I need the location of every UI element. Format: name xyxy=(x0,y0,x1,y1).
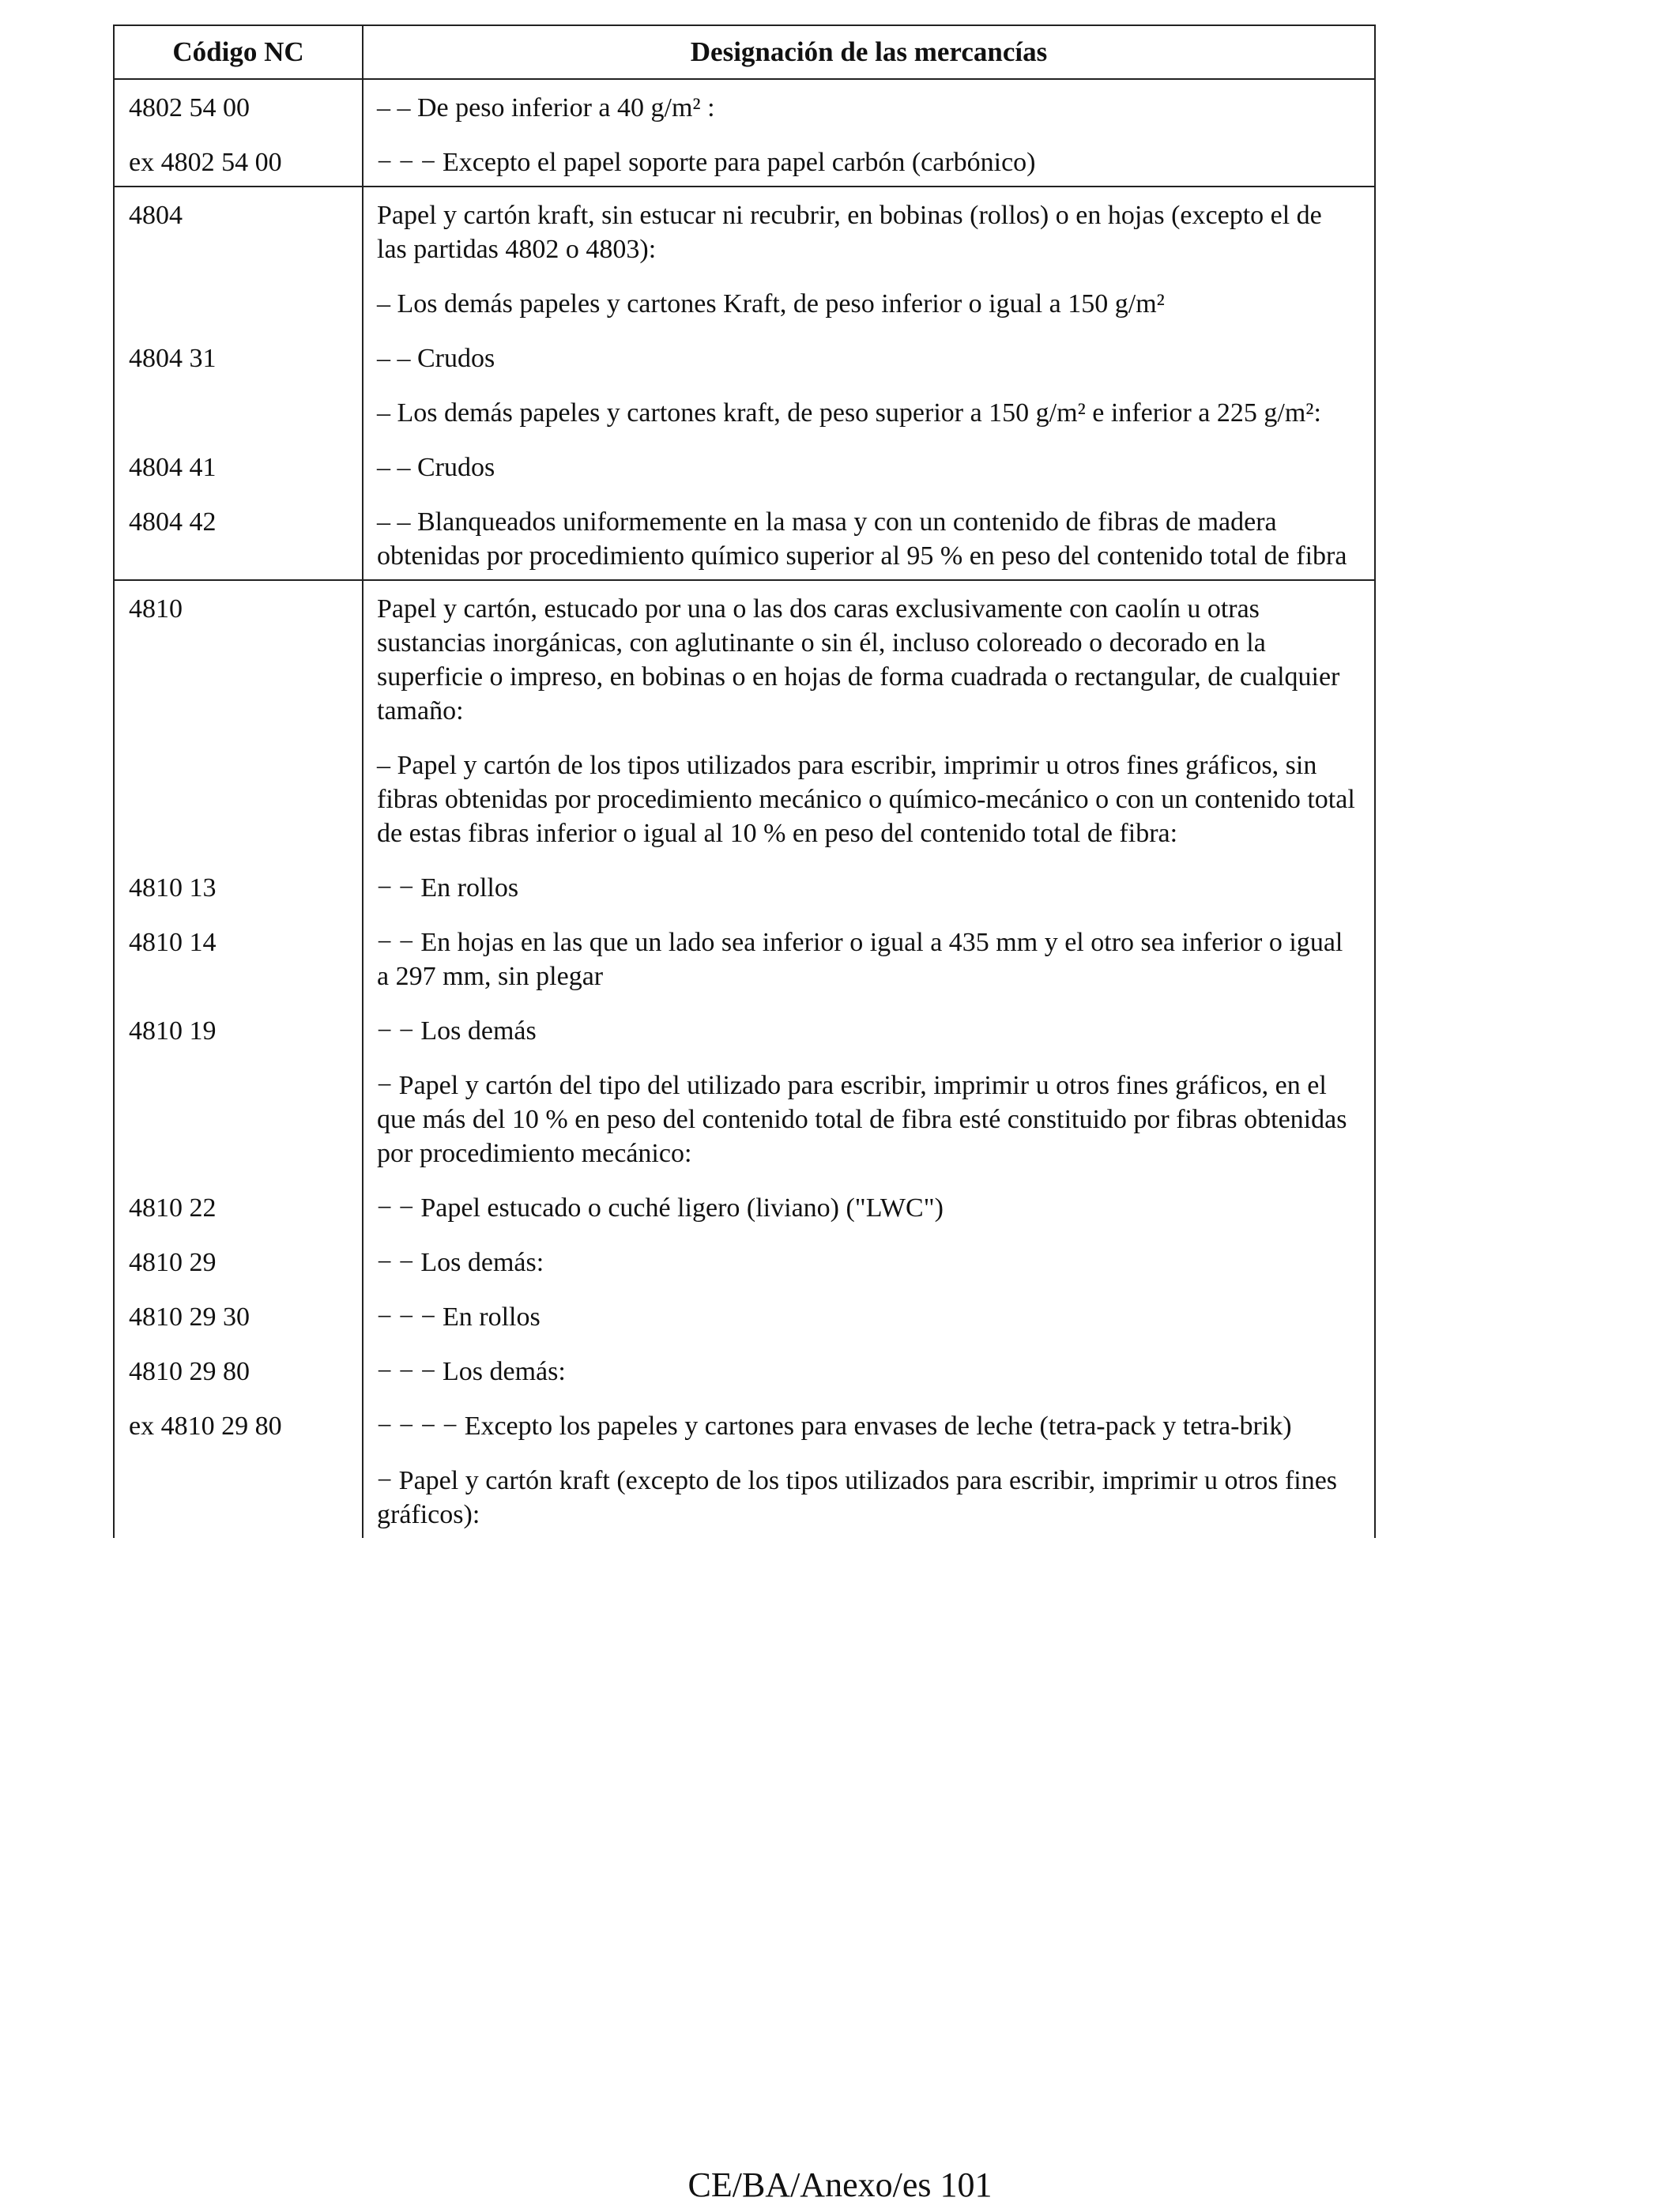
nc-code: 4810 29 30 xyxy=(129,1302,250,1332)
nc-code: 4810 19 xyxy=(129,1016,217,1046)
nc-code: 4810 22 xyxy=(129,1193,217,1223)
goods-description: – – Blanqueados uniformemente en la masa y con un contenido de fibras de madera obtenidas por procedimiento químico superior al 95 % en peso del contenido total de fibra xyxy=(377,507,1347,571)
nc-code: 4810 14 xyxy=(129,928,217,957)
table-group xyxy=(113,581,1376,1538)
table-row xyxy=(115,198,1374,266)
table-row xyxy=(115,450,1374,484)
nc-code: 4804 41 xyxy=(129,453,217,482)
table-row xyxy=(115,592,1374,728)
table-row xyxy=(115,396,1374,430)
nc-code: 4804 31 xyxy=(129,344,217,373)
goods-description: – – Crudos xyxy=(377,344,495,373)
nc-code xyxy=(115,1069,362,1170)
goods-description: − Papel y cartón del tipo del utilizado para escribir, imprimir u otros fines gráficos, en el que más del 10 % en peso del contenido total de fibra esté constituido por fibras obtenidas por procedimiento mecánico: xyxy=(377,1071,1347,1168)
table-row xyxy=(115,1191,1374,1225)
goods-description: – Papel y cartón de los tipos utilizados para escribir, imprimir u otros fines gráficos, sin fibras obtenidas por procedimiento mecánico o químico-mecánico o con un contenido total de estas fibras inferior o igual al 10 % en peso del contenido total de fibra: xyxy=(377,751,1355,848)
nc-code: 4804 xyxy=(129,201,183,230)
goods-description: − − Papel estucado o cuché ligero (liviano) ("LWC") xyxy=(377,1193,944,1223)
table-row xyxy=(115,1246,1374,1280)
table-row xyxy=(115,1014,1374,1048)
goods-description: − Papel y cartón kraft (excepto de los tipos utilizados para escribir, imprimir u otros fines gráficos): xyxy=(377,1466,1338,1529)
table-row xyxy=(115,1069,1374,1170)
table-row xyxy=(115,748,1374,850)
goods-description: Papel y cartón, estucado por una o las dos caras exclusivamente con caolín u otras sustancias inorgánicas, con aglutinante o sin él, incluso coloreado o decorado en la superficie o impreso, en bobinas o en hojas de forma cuadrada o rectangular, de cualquier tamaño: xyxy=(377,594,1340,726)
table-row xyxy=(115,1355,1374,1389)
table-group xyxy=(113,80,1376,187)
tariff-table xyxy=(113,24,1376,1538)
table-header xyxy=(113,24,1376,80)
header-description: Designación de las mercancías xyxy=(690,36,1048,67)
nc-code xyxy=(115,287,362,321)
nc-code: 4810 13 xyxy=(129,873,217,903)
table-row xyxy=(115,1409,1374,1443)
goods-description: – – De peso inferior a 40 g/m² : xyxy=(377,93,715,122)
goods-description: − − Los demás: xyxy=(377,1248,544,1277)
table-group xyxy=(113,187,1376,581)
goods-description: Papel y cartón kraft, sin estucar ni recubrir, en bobinas (rollos) o en hojas (excepto el de las partidas 4802 o 4803): xyxy=(377,201,1322,264)
header-code: Código NC xyxy=(115,26,363,78)
goods-description: − − En hojas en las que un lado sea inferior o igual a 435 mm y el otro sea inferior o igual a 297 mm, sin plegar xyxy=(377,928,1343,991)
nc-code: ex 4810 29 80 xyxy=(129,1412,282,1441)
table-row xyxy=(115,1464,1374,1532)
goods-description: − − − En rollos xyxy=(377,1302,541,1332)
table-row xyxy=(115,145,1374,179)
table-row xyxy=(115,1300,1374,1334)
table-row xyxy=(115,925,1374,993)
table-row xyxy=(115,287,1374,321)
nc-code: ex 4802 54 00 xyxy=(129,148,282,177)
nc-code: 4810 xyxy=(129,594,183,624)
goods-description: – – Crudos xyxy=(377,453,495,482)
nc-code xyxy=(115,396,362,430)
nc-code: 4810 29 xyxy=(129,1248,217,1277)
nc-code xyxy=(115,748,362,850)
goods-description: − − − Los demás: xyxy=(377,1357,566,1386)
goods-description: − − − Excepto el papel soporte para papel carbón (carbónico) xyxy=(377,148,1036,177)
nc-code: 4802 54 00 xyxy=(129,93,250,122)
table-row xyxy=(115,341,1374,375)
nc-code xyxy=(115,1464,362,1532)
page-footer: CE/BA/Anexo/es 101 xyxy=(687,2165,993,2204)
goods-description: − − En rollos xyxy=(377,873,519,903)
goods-description: – Los demás papeles y cartones Kraft, de peso inferior o igual a 150 g/m² xyxy=(377,289,1165,318)
nc-code: 4804 42 xyxy=(129,507,217,537)
table-row xyxy=(115,91,1374,125)
table-row xyxy=(115,505,1374,573)
goods-description: − − Los demás xyxy=(377,1016,537,1046)
goods-description: − − − − Excepto los papeles y cartones para envases de leche (tetra-pack y tetra-brik) xyxy=(377,1412,1292,1441)
nc-code: 4810 29 80 xyxy=(129,1357,250,1386)
goods-description: – Los demás papeles y cartones kraft, de peso superior a 150 g/m² e inferior a 225 g/m²: xyxy=(377,398,1321,428)
table-row xyxy=(115,871,1374,905)
